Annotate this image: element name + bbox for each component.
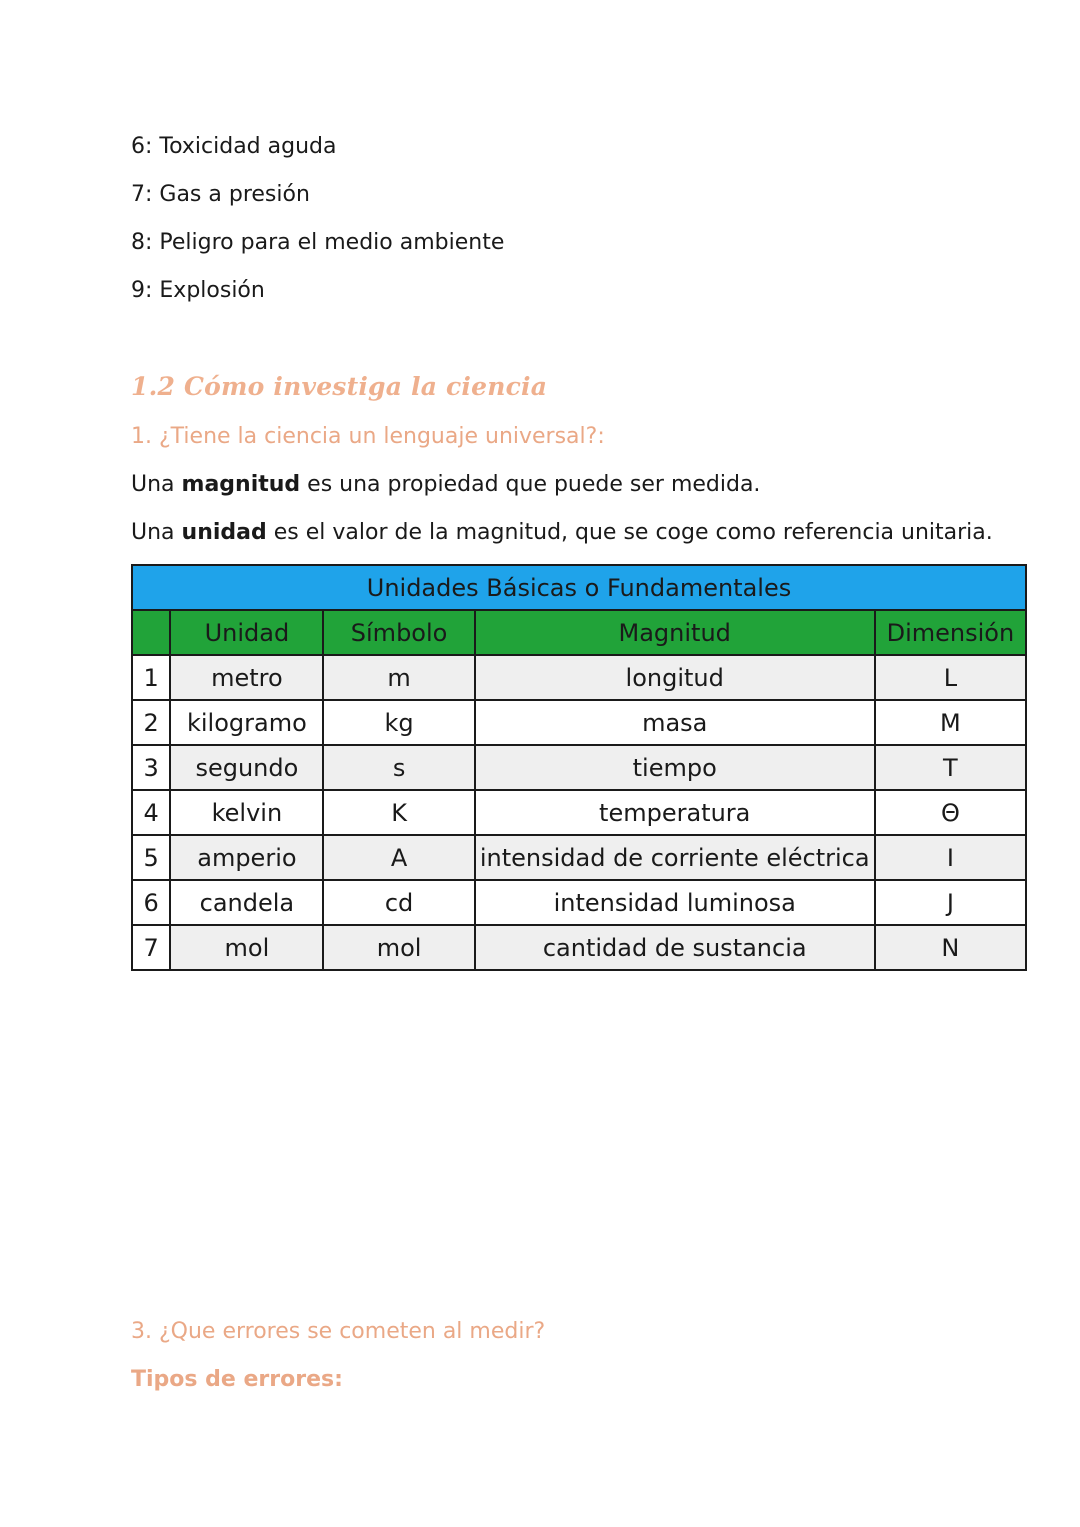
cell-simbolo: A	[323, 835, 474, 880]
row-index: 5	[132, 835, 170, 880]
definition-unidad-post: es el valor de la magnitud, que se coge como referencia unitaria.	[266, 520, 993, 545]
cell-dimension: I	[875, 835, 1026, 880]
cell-dimension: T	[875, 745, 1026, 790]
table-row	[132, 790, 1026, 835]
cell-magnitud: temperatura	[475, 790, 875, 835]
cell-dimension: M	[875, 700, 1026, 745]
cell-unidad: mol	[170, 925, 323, 970]
cell-unidad: amperio	[170, 835, 323, 880]
definition-unidad-pre: Una	[131, 520, 182, 545]
definition-unidad	[131, 519, 993, 547]
table-row	[132, 925, 1026, 970]
cell-dimension: J	[875, 880, 1026, 925]
cell-magnitud: longitud	[475, 655, 875, 700]
cell-unidad: kilogramo	[170, 700, 323, 745]
cell-dimension: N	[875, 925, 1026, 970]
table-header-simbolo: Símbolo	[323, 610, 474, 655]
cell-unidad: candela	[170, 880, 323, 925]
cell-unidad: segundo	[170, 745, 323, 790]
section-title: 1.2 Cómo investiga la ciencia	[131, 372, 548, 401]
definition-unidad-term: unidad	[181, 520, 267, 545]
cell-simbolo: mol	[323, 925, 474, 970]
cell-magnitud: tiempo	[475, 745, 875, 790]
cell-dimension: Θ	[875, 790, 1026, 835]
cell-simbolo: K	[323, 790, 474, 835]
row-index: 3	[132, 745, 170, 790]
hazard-item-8: 8: Peligro para el medio ambiente	[131, 230, 505, 255]
row-index: 6	[132, 880, 170, 925]
question-universal-language: 1. ¿Tiene la ciencia un lenguaje universal?:	[131, 424, 605, 449]
table-header-unidad: Unidad	[170, 610, 323, 655]
units-table	[131, 564, 1027, 971]
cell-magnitud: intensidad de corriente eléctrica	[475, 835, 875, 880]
error-types-label: Tipos de errores:	[131, 1367, 343, 1392]
table-header-dimension: Dimensión	[875, 610, 1026, 655]
hazard-item-7: 7: Gas a presión	[131, 182, 310, 207]
table-row	[132, 745, 1026, 790]
cell-unidad: kelvin	[170, 790, 323, 835]
table-row	[132, 700, 1026, 745]
definition-magnitud-term: magnitud	[181, 472, 301, 497]
row-index: 7	[132, 925, 170, 970]
hazard-item-6: 6: Toxicidad aguda	[131, 134, 337, 159]
cell-simbolo: m	[323, 655, 474, 700]
question-measurement-errors: 3. ¿Que errores se cometen al medir?	[131, 1319, 546, 1344]
cell-magnitud: intensidad luminosa	[475, 880, 875, 925]
table-header-magnitud: Magnitud	[475, 610, 875, 655]
row-index: 1	[132, 655, 170, 700]
table-header-index	[132, 610, 170, 655]
hazard-item-9: 9: Explosión	[131, 278, 265, 303]
row-index: 2	[132, 700, 170, 745]
cell-magnitud: masa	[475, 700, 875, 745]
definition-magnitud-post: es una propiedad que puede ser medida.	[300, 472, 761, 497]
cell-simbolo: s	[323, 745, 474, 790]
cell-magnitud: cantidad de sustancia	[475, 925, 875, 970]
table-row	[132, 835, 1026, 880]
cell-simbolo: kg	[323, 700, 474, 745]
table-row	[132, 880, 1026, 925]
table-title: Unidades Básicas o Fundamentales	[132, 565, 1026, 610]
cell-simbolo: cd	[323, 880, 474, 925]
cell-unidad: metro	[170, 655, 323, 700]
table-row	[132, 655, 1026, 700]
cell-dimension: L	[875, 655, 1026, 700]
definition-magnitud-pre: Una	[131, 472, 182, 497]
definition-magnitud	[131, 471, 760, 499]
row-index: 4	[132, 790, 170, 835]
